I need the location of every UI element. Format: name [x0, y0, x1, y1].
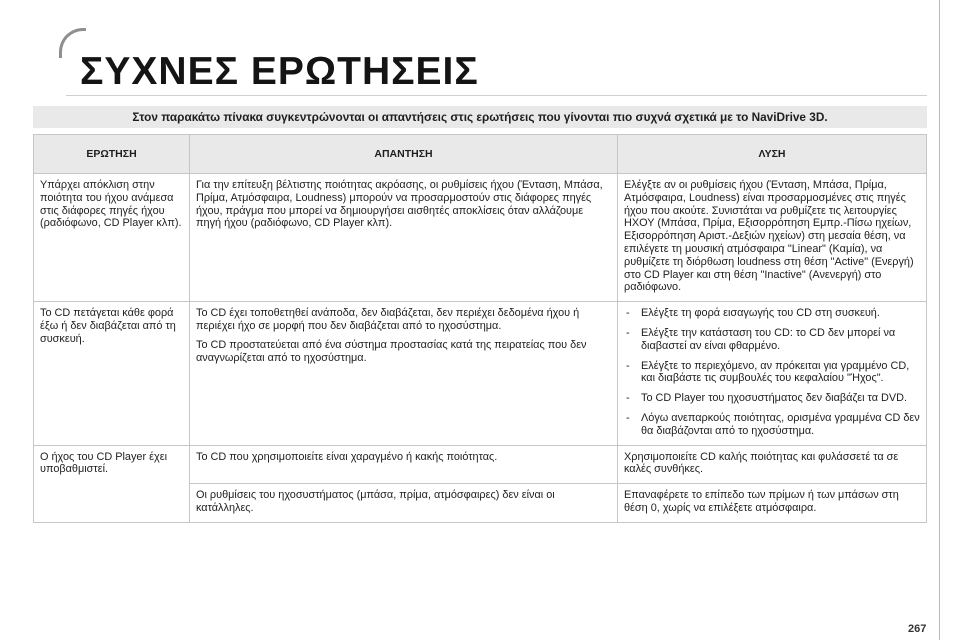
- intro-banner: [33, 106, 927, 128]
- solution-cell: [618, 174, 927, 302]
- answer-text: Για την επίτευξη βέλτιστης ποιότητας ακρόασης, οι ρυθμίσεις ήχου (Ένταση, Μπάσα, Πρίμα, Ατμόσφαιρα, Loudness) μπορούν να προσαρμοστούν στις διάφορες πηγές ήχου, πράγμα που μπορεί να δημιουργήσει αισθητές αποκλίσεις όταν αλλάζουμε πηγή ήχου (ραδιόφωνο, CD Player κλπ).: [196, 179, 603, 230]
- dash-bullet: -: [626, 411, 630, 424]
- solution-list-item: [624, 307, 920, 320]
- solution-item-text: Το CD Player του ηχοσυστήματος δεν διαβάζει τα DVD.: [641, 392, 908, 405]
- faq-table: [33, 134, 927, 523]
- answer-cell: [190, 484, 618, 523]
- answer-text: Το CD που χρησιμοποιείτε είναι χαραγμένο ή κακής ποιότητας.: [196, 450, 498, 463]
- solution-cell: [618, 484, 927, 523]
- question-cell: Ο ήχος του CD Player έχει υποβαθμιστεί.: [34, 445, 190, 522]
- faq-row: [34, 174, 927, 302]
- solution-list: [624, 307, 920, 437]
- dash-bullet: -: [626, 307, 630, 320]
- solution-item-text: Ελέγξτε τη φορά εισαγωγής του CD στη συσκευή.: [641, 307, 880, 320]
- header-question: ΕΡΩΤΗΣΗ: [34, 135, 190, 174]
- faq-header-row: [34, 135, 927, 174]
- page-number: 267: [908, 623, 927, 635]
- answer-text: Το CD προστατεύεται από ένα σύστημα προστασίας κατά της πειρατείας που δεν αναγνωρίζεται από το ηχοσύστημα.: [196, 338, 587, 364]
- solution-text: Χρησιμοποιείτε CD καλής ποιότητας και φυλάσσετέ τα σε καλές συνθήκες.: [624, 450, 899, 476]
- header-answer: ΑΠΑΝΤΗΣΗ: [190, 135, 618, 174]
- answer-text: Οι ρυθμίσεις του ηχοσυστήματος (μπάσα, πρίμα, ατμόσφαιρες) δεν είναι οι κατάλληλες.: [196, 489, 555, 514]
- solution-cell: [618, 302, 927, 445]
- solution-text: Ελέγξτε αν οι ρυθμίσεις ήχου (Ένταση, Μπάσα, Πρίμα, Ατμόσφαιρα, Loudness) είναι προσαρμοσμένες στις πηγές ήχου που ακούτε. Συνιστάται να ρυθμίζετε τις λειτουργίες ΗΧΟΥ (Μπάσα, Πρίμα, Εξισορρόπηση Εμπρ.-Πίσω ηχείων, Εξισορρόπηση Αριστ.-Δεξιών ηχείων) στη μεσαία θέση, να επιλέγετε τη μουσική ατμόσφαιρα "Linear" (Καμία), να ρυθμίζετε τη διόρθωση loudness στη θέση "Active" (Ενεργή) στο CD Player και στη θέση "Inactive" (Ανενεργή) στο ραδιόφωνο.: [624, 179, 914, 294]
- solution-cell: [618, 445, 927, 484]
- answer-text: Το CD έχει τοποθετηθεί ανάποδα, δεν διαβάζεται, δεν περιέχει δεδομένα ήχου ή περιέχει ήχο σε μορφή που δεν διαβάζεται από το ηχοσύστημα.: [196, 307, 580, 332]
- answer-cell: [190, 302, 618, 445]
- page-title: ΣΥΧΝΕΣ ΕΡΩΤΗΣΕΙΣ: [80, 50, 479, 93]
- solution-list-item: [624, 327, 920, 353]
- question-cell: Υπάρχει απόκλιση στην ποιότητα του ήχου ανάμεσα στις διάφορες πηγές ήχου (ραδιόφωνο, CD Player κλπ).: [34, 174, 190, 302]
- intro-brand: NaviDrive 3D: [751, 110, 825, 124]
- question-cell: Το CD πετάγεται κάθε φορά έξω ή δεν διαβάζεται από τη συσκευή.: [34, 302, 190, 445]
- intro-end: .: [824, 110, 828, 124]
- answer-cell: [190, 445, 618, 484]
- dash-bullet: -: [626, 392, 630, 405]
- faq-row: [34, 445, 927, 484]
- dash-bullet: -: [626, 359, 630, 372]
- solution-text: Επαναφέρετε το επίπεδο των πρίμων ή των μπάσων στη θέση 0, χωρίς να επιλέξετε ατμόσφαιρα.: [624, 489, 899, 514]
- faq-row: [34, 302, 927, 445]
- solution-item-text: Λόγω ανεπαρκούς ποιότητας, ορισμένα γραμμένα CD δεν θα διαβάζονται από το ηχοσύστημα.: [641, 411, 920, 437]
- intro-text: Στον παρακάτω πίνακα συγκεντρώνονται οι απαντήσεις στις ερωτήσεις που γίνονται πιο συχνά σχετικά με το: [132, 110, 752, 124]
- solution-list-item: [624, 412, 920, 438]
- solution-list-item: [624, 392, 920, 405]
- solution-item-text: Ελέγξτε την κατάσταση του CD: το CD δεν μπορεί να διαβαστεί αν είναι φθαρμένο.: [641, 326, 896, 352]
- solution-list-item: [624, 360, 920, 386]
- answer-cell: [190, 174, 618, 302]
- title-divider: [66, 95, 927, 96]
- right-margin-rule: [939, 0, 940, 640]
- header-solution: ΛΥΣΗ: [618, 135, 927, 174]
- solution-item-text: Ελέγξτε το περιεχόμενο, αν πρόκειται για γραμμένο CD, και διαβάστε τις συμβουλές του κεφαλαίου "Ήχος".: [641, 359, 910, 385]
- dash-bullet: -: [626, 326, 630, 339]
